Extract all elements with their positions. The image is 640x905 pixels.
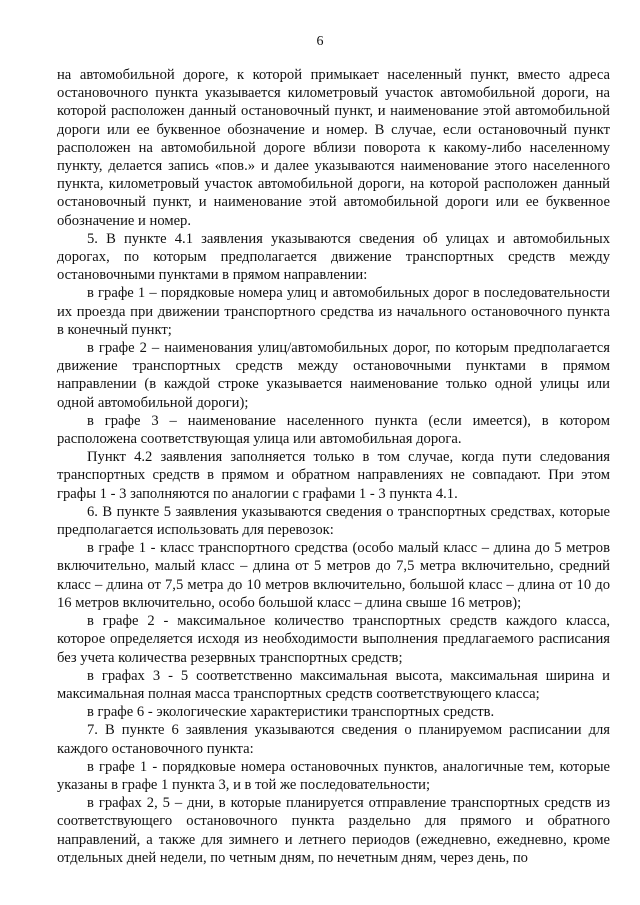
paragraph-item-6-column-1: в графе 1 - класс транспортного средства (особо малый класс – длина до 5 метров включительно, малый класс – длина от 5 метров до 7,5 метра включительно, средний класс – длина от 7,5 метра до 10 метров включительно, большой класс – длина от 10 до 16 метров включительно, особо большой класс – длина свыше 16 метров); — [57, 540, 610, 611]
paragraph-item-5: 5. В пункте 4.1 заявления указываются сведения об улицах и автомобильных дорогах, по которым предполагается движение транспортных средств между остановочными пунктами в прямом направлении: — [57, 230, 610, 284]
page-number: 6 — [316, 34, 324, 49]
paragraph-item-5-column-2: в графе 2 – наименования улиц/автомобильных дорог, по которым предполагается движение транспортных средств между остановочными пунктами в прямом направлении (в каждой строке указывается наименование только одной улицы или одной автомобильной дороги); — [57, 340, 610, 411]
paragraph-item-5-column-3: в графе 3 – наименование населенного пункта (если имеется), в котором расположена соответствующая улица или автомобильная дорога. — [57, 412, 610, 448]
document-body — [57, 66, 610, 867]
paragraph-item-7-columns-2-5: в графах 2, 5 – дни, в которые планируется отправление транспортных средств из соответствующего остановочного пункта раздельно для прямого и обратного направлений, а также для зимнего и летнего периодов (ежедневно, ежедневно, кроме отдельных дней недели, по четным дням, по нечетным дням, через день, по — [57, 795, 610, 866]
paragraph-item-7-column-1: в графе 1 - порядковые номера остановочных пунктов, аналогичные тем, которые указаны в графе 1 пункта 3, и в той же последовательности; — [57, 758, 610, 793]
paragraph-item-6: 6. В пункте 5 заявления указываются сведения о транспортных средствах, которые предполагается использовать для перевозок: — [57, 503, 610, 539]
paragraph-item-4-2-note: Пункт 4.2 заявления заполняется только в том случае, когда пути следования транспортных средств в прямом и обратном направлениях не совпадают. При этом графы 1 - 3 заполняются по аналогии с графами 1 - 3 пункта 4.1. — [57, 449, 610, 502]
paragraph-item-6-columns-3-5: в графах 3 - 5 соответственно максимальная высота, максимальная ширина и максимальная полная масса транспортных средств соответствующего класса; — [57, 667, 610, 702]
paragraph-continuation: на автомобильной дороге, к которой примыкает населенный пункт, вместо адреса остановочного пункта указывается километровый участок автомобильной дороги, на которой расположен данный остановочный пункт, и наименование этой автомобильной дороги или ее буквенное обозначение и номер. В случае, если остановочный пункт расположен на автомобильной дороге вблизи поворота к какому-либо населенному пункту, делается запись «пов.» и далее указываются наименование этого населенного пункта, километровый участок автомобильной дороги, на которой расположен данный остановочный пункт, и наименование этой автомобильной дороги или ее буквенное обозначение и номер. — [57, 67, 610, 229]
paragraph-item-6-column-2: в графе 2 - максимальное количество транспортных средств каждого класса, которое определяется исходя из необходимости выполнения предлагаемого расписания без учета количества резервных транспортных средств; — [57, 613, 610, 666]
paragraph-item-7: 7. В пункте 6 заявления указываются сведения о планируемом расписании для каждого остановочного пункта: — [57, 722, 610, 757]
paragraph-item-6-column-6: в графе 6 - экологические характеристики транспортных средств. — [87, 704, 495, 721]
paragraph-item-5-column-1: в графе 1 – порядковые номера улиц и автомобильных дорог в последовательности их проезда при движении транспортного средства из начального остановочного пункта в конечный пункт; — [57, 285, 610, 338]
